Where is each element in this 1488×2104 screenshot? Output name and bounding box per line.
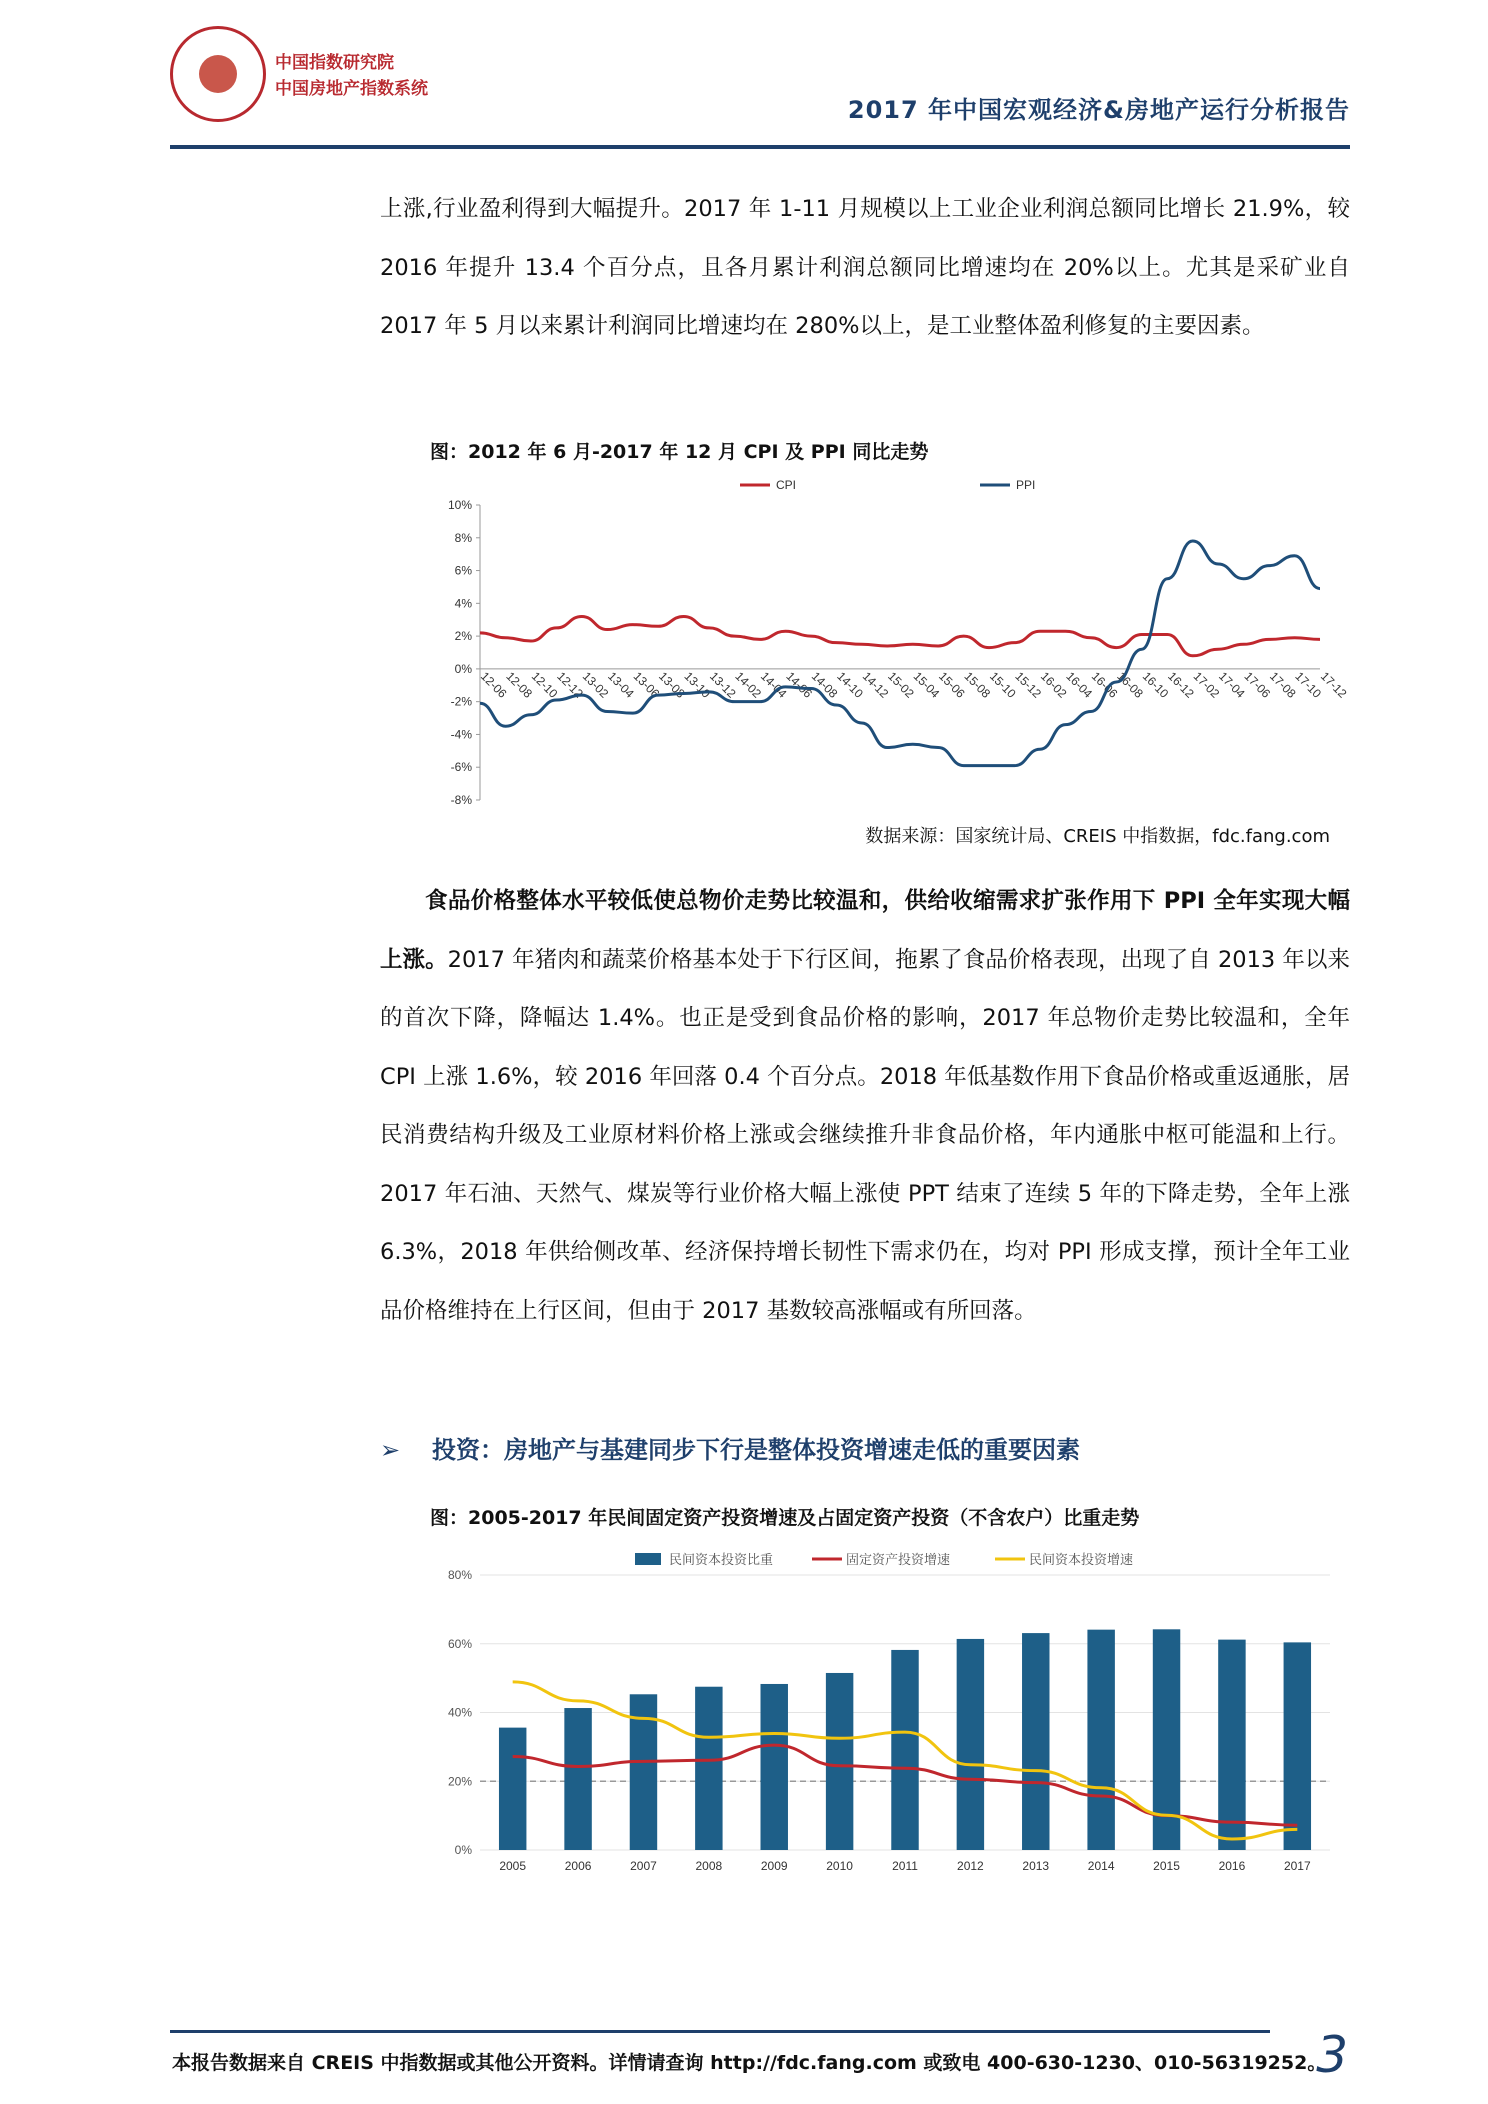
y-tick-label: -4% xyxy=(450,727,472,742)
x-tick-label: 2017 xyxy=(1283,1859,1311,1873)
x-tick-label: 16-06 xyxy=(1088,669,1121,701)
x-tick-label: 15-08 xyxy=(961,669,994,701)
y-tick-label: -2% xyxy=(450,694,472,709)
footer-text: 本报告数据来自 CREIS 中指数据或其他公开资料。详情请查询 http://fdc.fang.com 或致电 400-630-1230、010-56319252。 xyxy=(172,2052,1327,2074)
bar-private-share xyxy=(1022,1633,1049,1850)
x-tick-label: 15-02 xyxy=(885,669,917,701)
x-tick-label: 15-10 xyxy=(986,669,1019,701)
y-tick-label: 0% xyxy=(454,661,472,676)
footer-divider xyxy=(170,2030,1270,2033)
x-tick-label: 13-04 xyxy=(605,669,637,701)
x-tick-label: 2013 xyxy=(1022,1859,1050,1873)
series-line-cpi xyxy=(480,616,1320,655)
cpi-ppi-line-chart xyxy=(420,470,1350,820)
y-tick-label: -6% xyxy=(450,760,472,775)
y-tick-label: 20% xyxy=(447,1774,472,1789)
x-tick-label: 2011 xyxy=(892,1859,918,1873)
x-tick-label: 2015 xyxy=(1153,1859,1180,1873)
bar-private-share xyxy=(499,1728,526,1850)
legend-label: 固定资产投资增速 xyxy=(846,1552,951,1567)
page-number: 3 xyxy=(1316,2026,1348,2084)
x-tick-label: 13-08 xyxy=(656,669,688,701)
chart1-source: 数据来源：国家统计局、CREIS 中指数据，fdc.fang.com xyxy=(865,826,1330,847)
y-tick-label: 8% xyxy=(454,530,472,545)
x-tick-label: 17-12 xyxy=(1317,669,1350,701)
series-line-ppi xyxy=(477,541,1320,766)
x-tick-label: 14-12 xyxy=(859,669,892,701)
x-tick-label: 14-08 xyxy=(808,669,841,701)
bar-private-share xyxy=(1087,1630,1114,1850)
x-tick-label: 12-12 xyxy=(554,669,586,701)
x-tick-label: 2014 xyxy=(1087,1859,1115,1873)
x-tick-label: 13-06 xyxy=(630,669,663,701)
y-tick-label: 40% xyxy=(447,1705,472,1720)
x-tick-label: 2006 xyxy=(564,1859,592,1873)
x-tick-label: 14-04 xyxy=(757,669,790,701)
x-tick-label: 17-08 xyxy=(1266,669,1299,701)
bullet-arrow-icon: ➢ xyxy=(380,1436,401,1464)
paragraph-prices-lead: 食品价格整体水平较低使总物价走势比较温和，供给收缩需求扩张作用下 PPI 全年实现大幅上涨。 xyxy=(380,888,1350,973)
paragraph-prices-body: 2017 年猪肉和蔬菜价格基本处于下行区间，拖累了食品价格表现，出现了自 2013 年以来的首次下降，降幅达 1.4%。也正是受到食品价格的影响，2017 年总物价走势比较温和，全年 CPI 上涨 1.6%，较 2016 年回落 0.4 个百分点。2018 年低基数作用下食品价格或重返通胀，居民消费结构升级及工业原材料价格上涨或会继续推升非食品价格，年内通胀中枢可能温和上行。2017 年石油、天然气、煤炭等行业价格大幅上涨使 PPT 结束了连续 5 年的下降走势，全年上涨 6.3%，2018 年供给侧改革、经济保持增长韧性下需求仍在，均对 PPI 形成支撑，预计全年工业品价格维持在上行区间，但由于 2017 基数较高涨幅或有所回落。 xyxy=(380,946,1350,1324)
legend-label-ppi: PPI xyxy=(1016,478,1036,492)
x-tick-label: 16-02 xyxy=(1037,669,1070,701)
x-tick-label: 16-08 xyxy=(1114,669,1146,701)
paragraph-profit: 上涨,行业盈利得到大幅提升。2017 年 1-11 月规模以上工业企业利润总额同比增长 21.9%，较 2016 年提升 13.4 个百分点，且各月累计利润总额同比增速均在 20%以上。尤其是采矿业自 2017 年 5 月以来累计利润同比增速均在 280%以上，是工业整体盈利修复的主要因素。 xyxy=(380,196,1350,339)
x-tick-label: 14-02 xyxy=(732,669,765,701)
x-tick-label: 12-10 xyxy=(528,669,561,701)
org-name-line1: 中国指数研究院 xyxy=(275,53,394,73)
bar-private-share xyxy=(695,1687,722,1850)
bar-private-share xyxy=(1284,1642,1311,1850)
x-tick-label: 13-10 xyxy=(681,669,714,701)
y-tick-label: 2% xyxy=(454,629,472,644)
x-tick-label: 2010 xyxy=(826,1859,853,1873)
legend-swatch xyxy=(635,1553,661,1565)
y-tick-label: 10% xyxy=(447,498,472,512)
legend-label: 民间资本投资增速 xyxy=(1029,1552,1134,1567)
legend-label: 民间资本投资比重 xyxy=(669,1552,774,1567)
x-tick-label: 16-12 xyxy=(1165,669,1197,701)
org-name-line2: 中国房地产指数系统 xyxy=(275,79,428,99)
x-tick-label: 2012 xyxy=(957,1859,984,1873)
section-heading-text: 投资：房地产与基建同步下行是整体投资增速走低的重要因素 xyxy=(432,1436,1080,1464)
x-tick-label: 13-12 xyxy=(706,669,739,701)
x-tick-label: 15-04 xyxy=(910,669,943,701)
x-tick-label: 17-04 xyxy=(1216,669,1248,701)
report-title: 2017 年中国宏观经济&房地产运行分析报告 xyxy=(847,96,1350,124)
bar-private-share xyxy=(957,1639,984,1850)
x-tick-label: 14-06 xyxy=(783,669,815,701)
x-tick-label: 12-08 xyxy=(503,669,535,701)
x-tick-label: 2009 xyxy=(760,1859,788,1873)
bar-private-share xyxy=(826,1673,853,1850)
x-tick-label: 12-06 xyxy=(477,669,510,701)
y-tick-label: 0% xyxy=(454,1843,472,1857)
x-tick-label: 2008 xyxy=(695,1859,723,1873)
x-tick-label: 14-10 xyxy=(834,669,866,701)
x-tick-label: 16-04 xyxy=(1063,669,1095,701)
section-heading xyxy=(380,1430,1080,1465)
x-tick-label: 17-06 xyxy=(1241,669,1274,701)
y-tick-label: 60% xyxy=(447,1636,472,1651)
bar-private-share xyxy=(564,1708,591,1850)
x-tick-label: 16-10 xyxy=(1139,669,1172,701)
chart2-caption: 图：2005-2017 年民间固定资产投资增速及占固定资产投资（不含农户）比重走势 xyxy=(430,1507,1140,1529)
x-tick-label: 2005 xyxy=(499,1859,527,1873)
bar-private-share xyxy=(761,1684,788,1850)
y-tick-label: 80% xyxy=(447,1568,472,1582)
bar-private-share xyxy=(891,1650,918,1850)
y-tick-label: 6% xyxy=(454,563,472,578)
x-tick-label: 17-10 xyxy=(1292,669,1325,701)
x-tick-label: 15-06 xyxy=(936,669,968,701)
private-investment-chart xyxy=(430,1545,1350,1885)
legend-label-cpi: CPI xyxy=(776,478,797,492)
bar-private-share xyxy=(1218,1640,1245,1850)
paragraph-prices xyxy=(380,872,1350,1340)
y-tick-label: 4% xyxy=(454,596,472,611)
x-tick-label: 2016 xyxy=(1218,1859,1246,1873)
x-tick-label: 15-12 xyxy=(1012,669,1045,701)
x-tick-label: 13-02 xyxy=(579,669,612,701)
x-tick-label: 2007 xyxy=(630,1859,657,1873)
chart1-caption: 图：2012 年 6 月-2017 年 12 月 CPI 及 PPI 同比走势 xyxy=(430,441,929,463)
x-tick-label: 17-02 xyxy=(1190,669,1223,701)
y-tick-label: -8% xyxy=(450,793,472,807)
header-divider xyxy=(170,145,1350,149)
academy-logo xyxy=(170,26,266,122)
